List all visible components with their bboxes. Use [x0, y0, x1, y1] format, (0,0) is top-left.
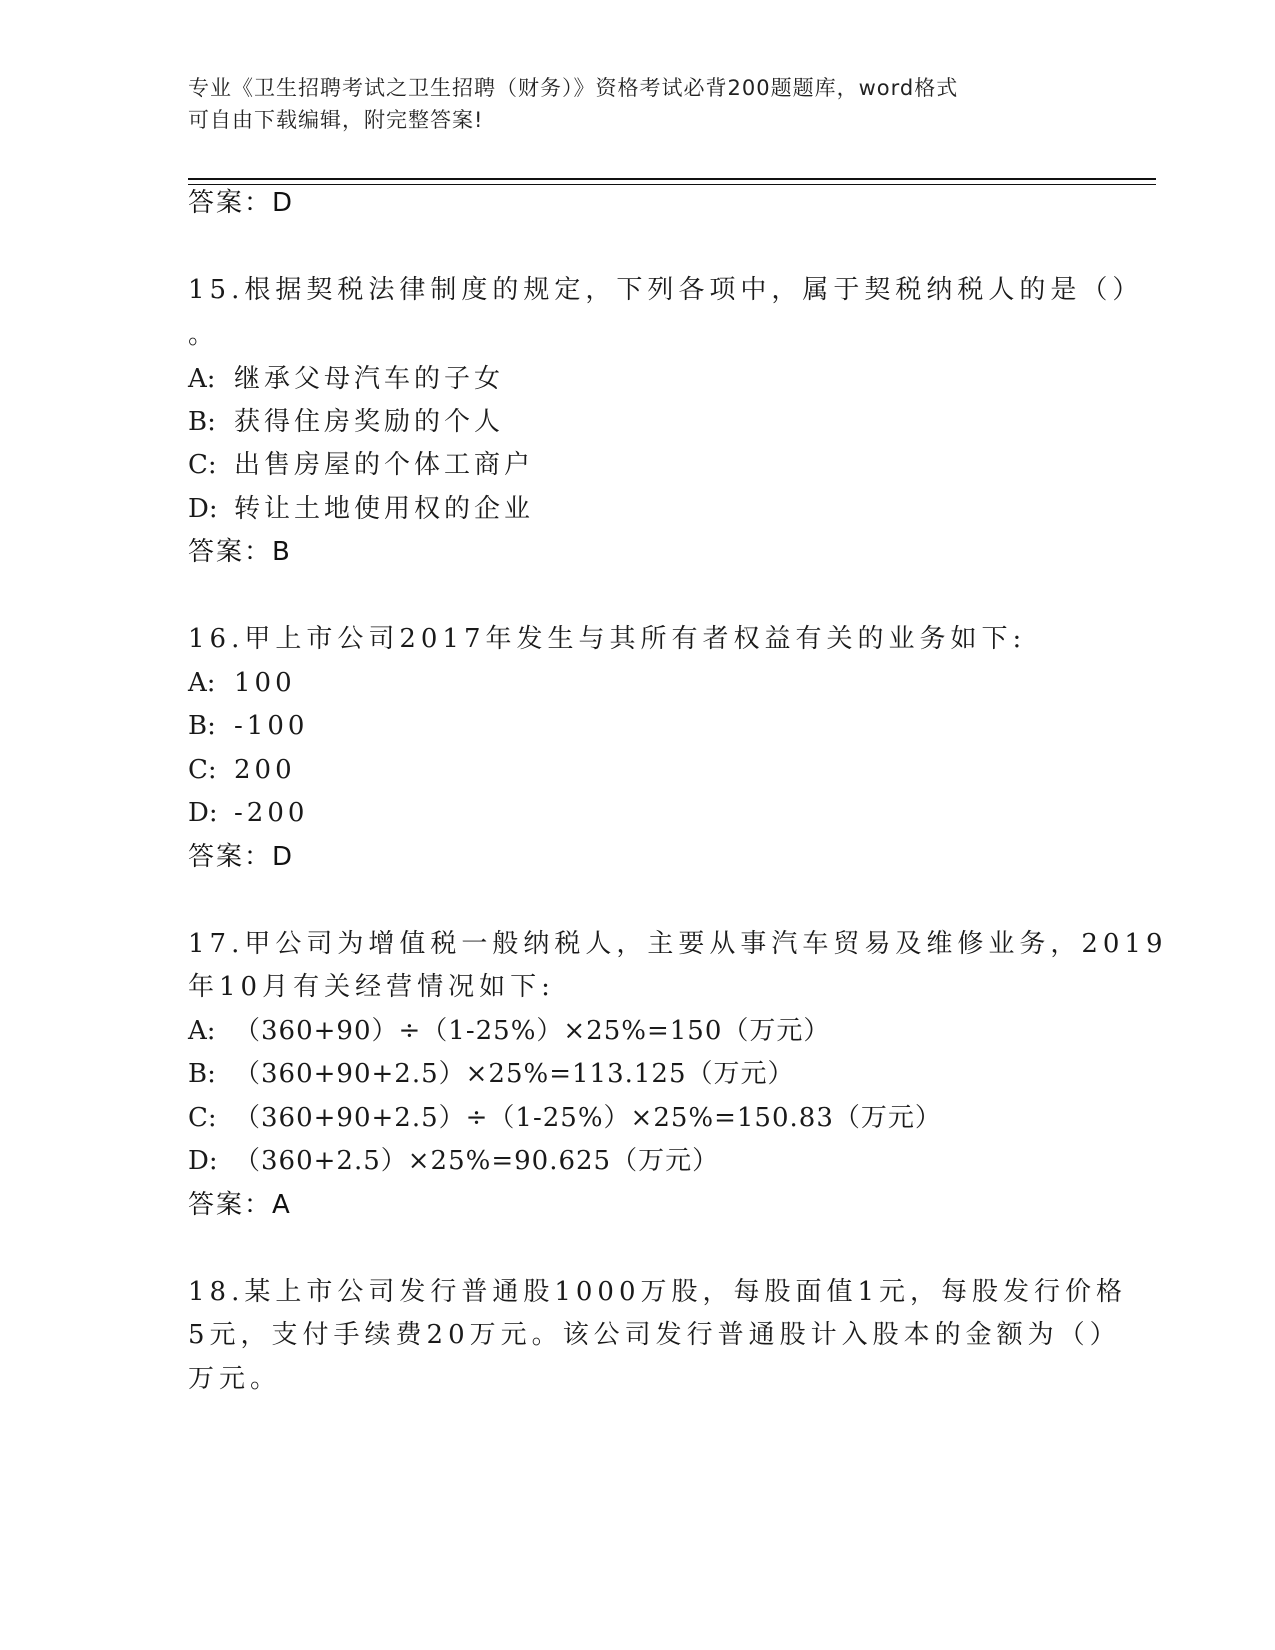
question-17-stem-line-2: 年10月有关经营情况如下: [188, 972, 555, 1002]
question-18-stem-line-3: 万元。 [188, 1364, 282, 1394]
question-15-option-d [188, 492, 534, 526]
header-line-2: 可自由下载编辑，附完整答案! [188, 108, 484, 132]
option-text: 继承父母汽车的子女 [234, 364, 505, 394]
option-key: B: [188, 1059, 216, 1089]
option-text: （360+90）÷（1-25%）×25%=150（万元） [234, 1016, 831, 1046]
option-text: （360+2.5）×25%=90.625（万元） [234, 1146, 720, 1176]
previous-answer: 答案：D [188, 188, 295, 218]
question-17-option-a [188, 1014, 830, 1048]
option-text: 转让土地使用权的企业 [234, 494, 535, 524]
option-key: D: [188, 798, 218, 828]
option-key: C: [188, 1103, 217, 1133]
header-divider-thin [188, 184, 1156, 185]
option-key: C: [188, 450, 217, 480]
option-key: C: [188, 755, 217, 785]
question-16-option-a [188, 666, 296, 700]
option-text: -100 [234, 711, 309, 741]
question-17-option-d [188, 1144, 719, 1178]
question-17-option-c [188, 1101, 942, 1135]
option-text: （360+90+2.5）÷（1-25%）×25%=150.83（万元） [234, 1103, 942, 1133]
question-16-option-d [188, 796, 308, 830]
question-15-answer: 答案：B [188, 537, 292, 567]
question-15-option-c [188, 448, 534, 482]
option-key: B: [188, 407, 216, 437]
option-key: A: [188, 1016, 216, 1046]
question-15-option-b [188, 405, 504, 439]
question-17-answer: 答案：A [188, 1190, 292, 1220]
question-17-option-b [188, 1057, 795, 1091]
option-text: -200 [234, 798, 309, 828]
option-key: B: [188, 711, 216, 741]
option-key: A: [188, 364, 216, 394]
option-text: （360+90+2.5）×25%=113.125（万元） [234, 1059, 795, 1089]
question-15-stem-line-2: 。 [188, 320, 220, 350]
document-header [188, 72, 1078, 136]
question-16-stem-line-1: 16.甲上市公司2017年发生与其所有者权益有关的业务如下: [188, 624, 1027, 654]
option-text: 100 [234, 668, 296, 698]
question-16-option-c [188, 753, 296, 787]
option-text: 出售房屋的个体工商户 [234, 450, 535, 480]
question-16-answer: 答案：D [188, 842, 295, 872]
question-18-stem-line-2: 5元，支付手续费20万元。该公司发行普通股计入股本的金额为（） [188, 1320, 1121, 1350]
question-15-stem-line-1: 15.根据契税法律制度的规定，下列各项中，属于契税纳税人的是（） [188, 275, 1144, 305]
option-text: 200 [234, 755, 296, 785]
question-17-stem-line-1: 17.甲公司为增值税一般纳税人，主要从事汽车贸易及维修业务，2019 [188, 929, 1168, 959]
question-18-stem-line-1: 18.某上市公司发行普通股1000万股，每股面值1元，每股发行价格 [188, 1277, 1128, 1307]
option-key: D: [188, 1146, 218, 1176]
header-divider-thick [188, 178, 1156, 180]
option-key: D: [188, 494, 218, 524]
option-key: A: [188, 668, 216, 698]
option-text: 获得住房奖励的个人 [234, 407, 505, 437]
question-16-option-b [188, 709, 308, 743]
question-15-option-a [188, 362, 504, 396]
header-line-1: 专业《卫生招聘考试之卫生招聘（财务）》资格考试必背200题题库，word格式 [188, 76, 959, 100]
